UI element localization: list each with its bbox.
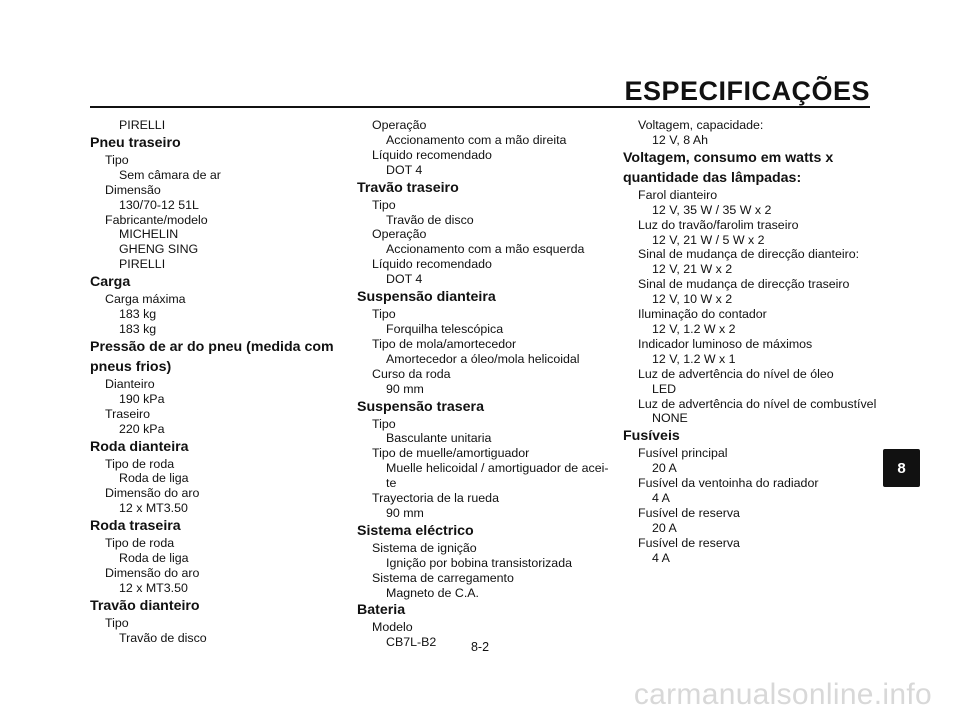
spec-value: Muelle helicoidal / amortiguador de acei- xyxy=(386,461,609,476)
section-heading: Bateria xyxy=(357,602,406,619)
spec-label: Tipo xyxy=(372,416,396,431)
spec-label: Curso da roda xyxy=(372,366,451,381)
spec-value: 12 V, 21 W / 5 W x 2 xyxy=(652,232,765,247)
spec-value: Basculante unitaria xyxy=(386,431,492,446)
spec-label: Sistema de ignição xyxy=(372,540,477,555)
spec-label: Dimensão xyxy=(105,182,161,197)
spec-value: Roda de liga xyxy=(119,471,189,486)
spec-value: LED xyxy=(652,381,677,396)
spec-value: 183 kg xyxy=(119,307,157,322)
section-heading: quantidade das lâmpadas: xyxy=(623,169,802,186)
spec-label: Fusível da ventoinha do radiador xyxy=(638,476,819,491)
section-heading: Roda dianteira xyxy=(90,438,189,455)
spec-label: Dimensão do aro xyxy=(105,486,200,501)
spec-value: 20 A xyxy=(652,520,677,535)
spec-label: Voltagem, capacidade: xyxy=(638,118,764,132)
spec-label: Luz de advertência do nível de óleo xyxy=(638,366,834,381)
spec-label: Carga máxima xyxy=(105,292,186,307)
spec-value: 130/70-12 51L xyxy=(119,197,199,212)
spec-value: 12 V, 1.2 W x 2 xyxy=(652,321,736,336)
section-heading: Suspensão trasera xyxy=(357,398,484,415)
section-heading: Sistema eléctrico xyxy=(357,522,474,539)
spec-label: Tipo de roda xyxy=(105,456,175,471)
spec-label: Operação xyxy=(372,118,427,132)
spec-value: Magneto de C.A. xyxy=(386,585,479,600)
spec-value: 12 x MT3.50 xyxy=(119,580,188,595)
section-heading: Travão dianteiro xyxy=(90,597,200,614)
spec-value: 20 A xyxy=(652,461,677,476)
spec-label: Tipo xyxy=(105,152,129,167)
spec-label: Tipo de roda xyxy=(105,536,175,551)
spec-value: GHENG SING xyxy=(119,242,199,257)
section-heading: Suspensão dianteira xyxy=(357,289,496,306)
spec-value: Accionamento com a mão direita xyxy=(386,132,567,147)
spec-label: Tipo de muelle/amortiguador xyxy=(372,446,530,461)
spec-column-1 xyxy=(90,118,340,646)
page-header-title: ESPECIFICAÇÕES xyxy=(624,76,870,106)
header-divider xyxy=(90,106,870,108)
spec-column-3 xyxy=(623,118,877,566)
watermark: carmanualsonline.info xyxy=(633,678,932,711)
spec-value: 4 A xyxy=(652,491,670,506)
spec-label: Trayectoria de la rueda xyxy=(372,491,499,506)
spec-value: Forquilha telescópica xyxy=(386,321,504,336)
spec-value: 4 A xyxy=(652,550,670,565)
spec-value: 12 x MT3.50 xyxy=(119,501,188,516)
spec-label: Operação xyxy=(372,227,427,242)
spec-value: Sem câmara de ar xyxy=(119,167,221,182)
section-heading: Voltagem, consumo em watts x xyxy=(623,149,834,166)
spec-value: CB7L-B2 xyxy=(386,635,437,650)
spec-label: Fusível principal xyxy=(638,446,728,461)
spec-value: 12 V, 35 W / 35 W x 2 xyxy=(652,202,772,217)
section-heading: Pressão de ar do pneu (medida com xyxy=(90,338,334,355)
spec-value: Travão de disco xyxy=(119,630,207,645)
spec-label: Dimensão do aro xyxy=(105,565,200,580)
spec-value: DOT 4 xyxy=(386,272,423,287)
spec-value: 12 V, 10 W x 2 xyxy=(652,292,733,307)
spec-value: PIRELLI xyxy=(119,118,166,132)
spec-label: Fabricante/modelo xyxy=(105,212,208,227)
spec-label: Tipo xyxy=(372,307,396,322)
spec-value: Roda de liga xyxy=(119,551,189,566)
spec-value: Accionamento com a mão esquerda xyxy=(386,242,585,257)
chapter-tab: 8 xyxy=(883,449,920,487)
spec-value: te xyxy=(386,476,397,491)
spec-value: 183 kg xyxy=(119,321,157,336)
spec-value: 12 V, 1.2 W x 1 xyxy=(652,351,736,366)
spec-label: Iluminação do contador xyxy=(638,307,767,322)
spec-value: 12 V, 21 W x 2 xyxy=(652,262,733,277)
spec-label: Tipo xyxy=(372,197,396,212)
spec-label: Sinal de mudança de direcção dianteiro: xyxy=(638,247,860,262)
spec-value: Amortecedor a óleo/mola helicoidal xyxy=(386,351,580,366)
spec-label: Modelo xyxy=(372,620,413,635)
spec-label: Indicador luminoso de máximos xyxy=(638,336,813,351)
spec-label: Líquido recomendado xyxy=(372,147,492,162)
spec-label: Tipo de mola/amortecedor xyxy=(372,336,517,351)
spec-column-2 xyxy=(357,118,607,650)
section-heading: Pneu traseiro xyxy=(90,134,181,151)
section-heading: Roda traseira xyxy=(90,518,181,535)
spec-label: Líquido recomendado xyxy=(372,257,492,272)
spec-value: PIRELLI xyxy=(119,257,166,272)
spec-label: Fusível de reserva xyxy=(638,505,740,520)
spec-label: Sinal de mudança de direcção traseiro xyxy=(638,277,850,292)
spec-label: Luz de advertência do nível de combustível xyxy=(638,396,877,411)
spec-value: 190 kPa xyxy=(119,391,165,406)
spec-value: MICHELIN xyxy=(119,227,179,242)
spec-label: Sistema de carregamento xyxy=(372,570,514,585)
spec-label: Traseiro xyxy=(105,406,150,421)
spec-label: Dianteiro xyxy=(105,376,155,391)
spec-value: DOT 4 xyxy=(386,162,423,177)
section-heading: Fusíveis xyxy=(623,428,680,445)
spec-label: Farol dianteiro xyxy=(638,187,718,202)
spec-value: Ignição por bobina transistorizada xyxy=(386,555,572,570)
spec-value: 90 mm xyxy=(386,505,424,520)
spec-value: 12 V, 8 Ah xyxy=(652,132,709,147)
spec-value: 220 kPa xyxy=(119,421,165,436)
spec-value: Travão de disco xyxy=(386,212,474,227)
spec-value: 90 mm xyxy=(386,381,424,396)
spec-value: NONE xyxy=(652,411,688,426)
spec-label: Tipo xyxy=(105,615,129,630)
section-heading: Travão traseiro xyxy=(357,179,459,196)
section-heading: pneus frios) xyxy=(90,358,172,375)
spec-label: Fusível de reserva xyxy=(638,535,740,550)
page-number: 8-2 xyxy=(470,640,490,654)
spec-label: Luz do travão/farolim traseiro xyxy=(638,217,799,232)
section-heading: Carga xyxy=(90,274,131,291)
